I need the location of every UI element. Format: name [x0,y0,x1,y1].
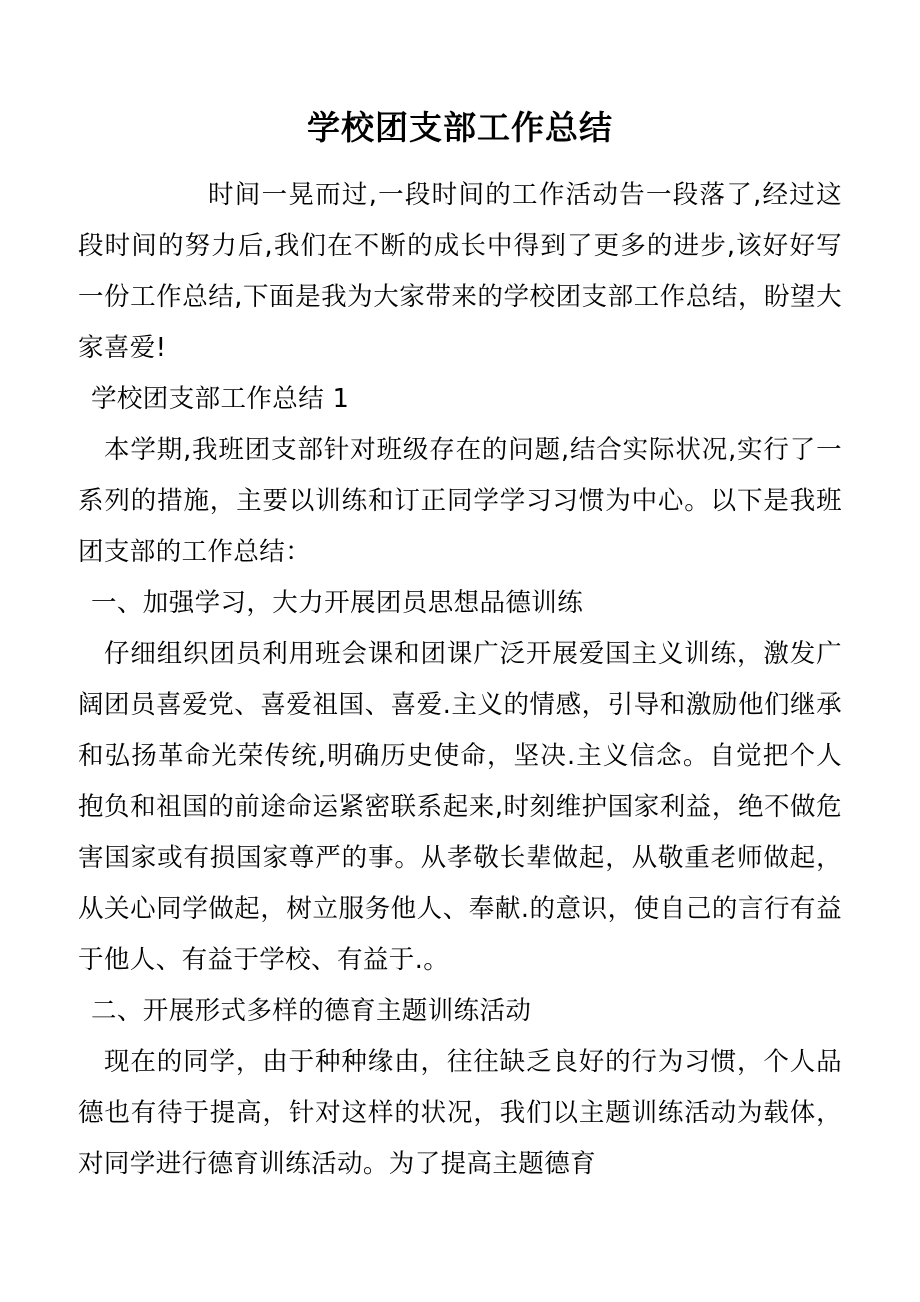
paragraph-body-2: 仔细组织团员利用班会课和团课广泛开展爱国主义训练，激发广阔团员喜爱党、喜爱祖国、喜爱.主义的情感，引导和激励他们继承和弘扬革命光荣传统,明确历史使命，坚决.主义信念。自觉把个人抱负和祖国的前途命运紧密联系起来,时刻维护国家利益，绝不做危害国家或有损国家尊严的事。从孝敬长辈做起，从敬重老师做起，从关心同学做起，树立服务他人、奉献.的意识，使自己的言行有益于他人、有益于学校、有益于.。 [78,638,842,975]
paragraph-heading-1: 学校团支部工作总结 1 [91,383,350,414]
paragraph-section-1: 一、加强学习，大力开展团员思想品德训练 [91,587,584,618]
paragraph-body-3: 现在的同学，由于种种缘由，往往缺乏良好的行为习惯，个人品德也有待于提高，针对这样的状况，我们以主题训练活动为载体，对同学进行德育训练活动。为了提高主题德育 [78,1046,842,1179]
paragraph-body-1: 本学期,我班团支部针对班级存在的问题,结合实际状况,实行了一系列的措施，主要以训练和订正同学学习习惯为中心。以下是我班团支部的工作总结： [78,434,842,567]
document-body [78,148,842,1190]
paragraph-intro: 时间一晃而过,一段时间的工作活动告一段落了,经过这段时间的努力后,我们在不断的成长中得到了更多的进步,该好好写一份工作总结,下面是我为大家带来的学校团支部工作总结，盼望大家喜爱! [78,179,842,363]
page-title: 学校团支部工作总结 [307,108,613,147]
paragraph-section-2: 二、开展形式多样的德育主题训练活动 [91,995,532,1026]
